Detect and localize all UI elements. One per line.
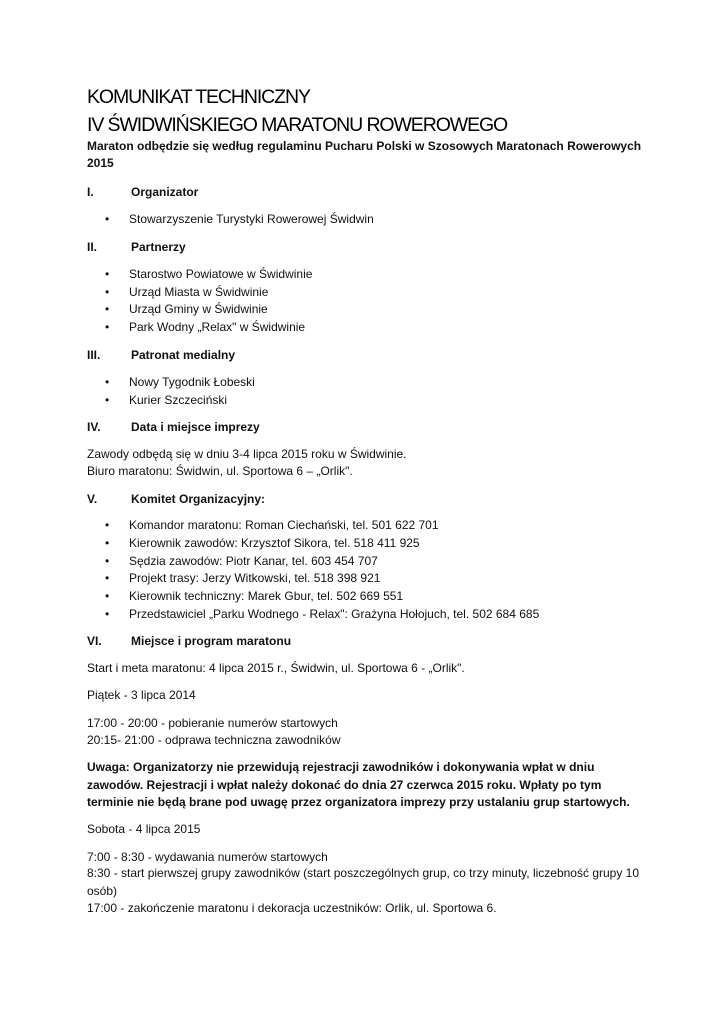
section-number: VI.: [87, 634, 102, 648]
schedule-item: 8:30 - start pierwszej grupy zawodników (start poszczególnych grup, co trzy minuty, liczebność grupy 10 osób): [87, 866, 640, 898]
day-heading: Sobota - 4 lipca 2015: [87, 822, 201, 836]
section-number: IV.: [87, 420, 101, 434]
document-title-line-2: IV ŚWIDWIŃSKIEGO MARATONU ROWEROWEGO: [87, 114, 508, 136]
list-item: • Stowarzyszenie Turystyki Rowerowej Świdwin: [105, 212, 374, 226]
bullet-icon: •: [105, 589, 110, 603]
list-item: • Starostwo Powiatowe w Świdwinie: [105, 267, 313, 281]
schedule-item: 20:15- 21:00 - odprawa techniczna zawodników: [87, 733, 341, 747]
section-heading-program: [87, 634, 291, 648]
section-number: V.: [87, 492, 98, 506]
schedule-item: 17:00 - zakończenie maratonu i dekoracja uczestników: Orlik, ul. Sportowa 6.: [87, 901, 497, 915]
section-label: Patronat medialny: [131, 348, 236, 362]
section-heading-komitet: [87, 492, 265, 506]
paragraph-line: Biuro maratonu: Świdwin, ul. Sportowa 6 – „Orlik".: [87, 464, 353, 478]
section-heading-organizator: [87, 185, 198, 199]
bullet-icon: •: [105, 554, 110, 568]
list-item: • Urząd Miasta w Świdwinie: [105, 285, 269, 299]
section-label: Komitet Organizacyjny:: [131, 492, 266, 506]
list-item: • Kierownik techniczny: Marek Gbur, tel. 502 669 551: [105, 589, 404, 603]
section-label: Data i miejsce imprezy: [131, 420, 260, 434]
list-item: • Sędzia zawodów: Piotr Kanar, tel. 603 454 707: [105, 554, 378, 568]
bullet-icon: •: [105, 267, 110, 281]
bullet-icon: •: [105, 393, 110, 407]
list-item: • Kierownik zawodów: Krzysztof Sikora, tel. 518 411 925: [105, 536, 420, 550]
list-item: • Park Wodny „Relax" w Świdwinie: [105, 320, 306, 334]
section-label: Partnerzy: [131, 240, 186, 254]
list-item: • Kurier Szczeciński: [105, 393, 228, 407]
list-item: • Nowy Tygodnik Łobeski: [105, 375, 255, 389]
document-subtitle: Maraton odbędzie się według regulaminu Pucharu Polski w Szosowych Maratonach Rowerowych 2015: [87, 139, 642, 170]
list-item: • Przedstawiciel „Parku Wodnego - Relax": Grażyna Hołojuch, tel. 502 684 685: [105, 607, 540, 621]
section-heading-data-miejsce: [87, 420, 260, 434]
bullet-icon: •: [105, 375, 110, 389]
bullet-icon: •: [105, 607, 110, 621]
schedule-item: 17:00 - 20:00 - pobieranie numerów startowych: [87, 716, 338, 730]
section-number: III.: [87, 348, 101, 362]
list-item: • Komandor maratonu: Roman Ciechański, tel. 501 622 701: [105, 518, 439, 532]
schedule-item: 7:00 - 8:30 - wydawania numerów startowych: [87, 850, 328, 864]
bullet-icon: •: [105, 536, 110, 550]
registration-note: Uwaga: Organizatorzy nie przewidują rejestracji zawodników i dokonywania wpłat w dniu zawodów. Rejestracji i wpłat należy dokonać do dnia 27 czerwca 2015 roku. Wpłaty po tym terminie nie będą brane pod uwagę przez organizatora imprezy przy ustalaniu grup startowych.: [87, 760, 630, 809]
section-label: Organizator: [131, 185, 199, 199]
bullet-icon: •: [105, 212, 110, 226]
start-meta-line: Start i meta maratonu: 4 lipca 2015 r., Świdwin, ul. Sportowa 6 - „Orlik".: [87, 661, 465, 675]
bullet-icon: •: [105, 285, 110, 299]
bullet-icon: •: [105, 320, 110, 334]
bullet-icon: •: [105, 302, 110, 316]
day-heading: Piątek - 3 lipca 2014: [87, 688, 196, 702]
paragraph-line: Zawody odbędą się w dniu 3-4 lipca 2015 roku w Świdwinie.: [87, 447, 407, 461]
list-item: • Urząd Gminy w Świdwinie: [105, 302, 268, 316]
section-label: Miejsce i program maratonu: [131, 634, 292, 648]
bullet-icon: •: [105, 571, 110, 585]
list-item: • Projekt trasy: Jerzy Witkowski, tel. 518 398 921: [105, 571, 381, 585]
section-number: II.: [87, 240, 98, 254]
section-number: I.: [87, 185, 94, 199]
document-title-line-1: KOMUNIKAT TECHNICZNY: [87, 86, 310, 108]
section-heading-partnerzy: [87, 240, 186, 254]
bullet-icon: •: [105, 518, 110, 532]
section-heading-patronat: [87, 348, 235, 362]
